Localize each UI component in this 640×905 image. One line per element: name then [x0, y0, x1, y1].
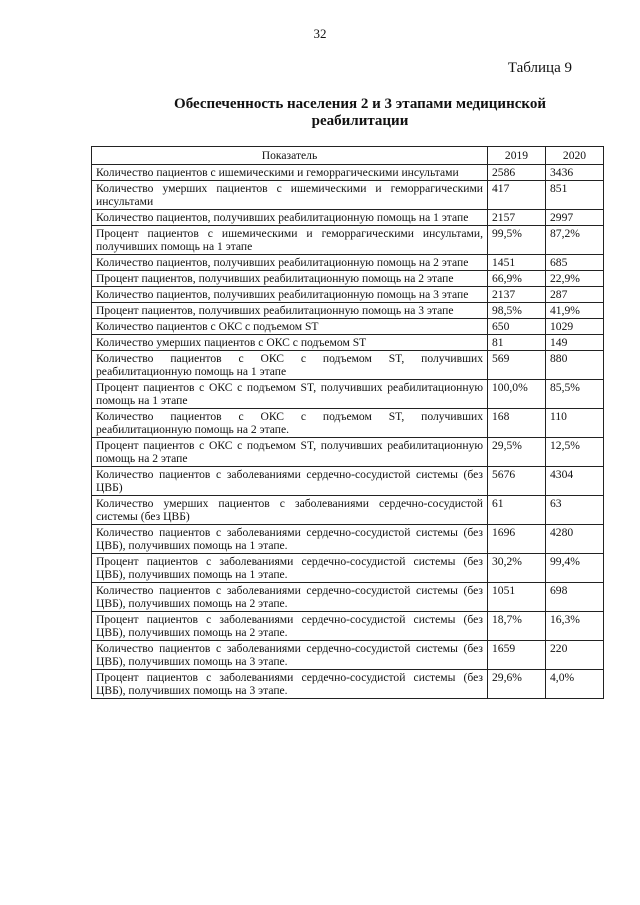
- row-value-2019: 417: [488, 181, 546, 210]
- table-row: [92, 409, 604, 438]
- table-row: [92, 210, 604, 226]
- row-label: Процент пациентов с заболеваниями сердечно-сосудистой системы (без ЦВБ), получивших помощь на 3 этапе.: [92, 670, 488, 699]
- row-value-2020: 16,3%: [546, 612, 604, 641]
- row-value-2019: 1051: [488, 583, 546, 612]
- row-value-2020: 85,5%: [546, 380, 604, 409]
- table-row: [92, 319, 604, 335]
- title-line-1: Обеспеченность населения 2 и 3 этапами медицинской: [174, 96, 546, 112]
- row-value-2020: 4280: [546, 525, 604, 554]
- row-value-2019: 1659: [488, 641, 546, 670]
- row-value-2019: 2586: [488, 165, 546, 181]
- table-row: [92, 612, 604, 641]
- table-header-row: [92, 147, 604, 165]
- table-row: [92, 380, 604, 409]
- row-value-2019: 5676: [488, 467, 546, 496]
- row-value-2020: 880: [546, 351, 604, 380]
- row-value-2020: 149: [546, 335, 604, 351]
- table-row: [92, 670, 604, 699]
- row-value-2019: 98,5%: [488, 303, 546, 319]
- table-row: [92, 438, 604, 467]
- table-row: [92, 287, 604, 303]
- table-row: [92, 641, 604, 670]
- table-row: [92, 467, 604, 496]
- table-label: Таблица 9: [507, 60, 572, 76]
- row-label: Количество умерших пациентов с заболеваниями сердечно-сосудистой системы (без ЦВБ): [92, 496, 488, 525]
- row-value-2019: 650: [488, 319, 546, 335]
- row-label: Количество пациентов, получивших реабилитационную помощь на 3 этапе: [92, 287, 488, 303]
- row-value-2020: 22,9%: [546, 271, 604, 287]
- row-label: Количество пациентов с заболеваниями сердечно-сосудистой системы (без ЦВБ), получивших помощь на 2 этапе.: [92, 583, 488, 612]
- row-value-2020: 3436: [546, 165, 604, 181]
- row-value-2020: 1029: [546, 319, 604, 335]
- table-row: [92, 226, 604, 255]
- table-row: [92, 303, 604, 319]
- row-label: Процент пациентов с ишемическими и геморрагическими инсультами, получивших помощь на 1 этапе: [92, 226, 488, 255]
- row-value-2019: 2137: [488, 287, 546, 303]
- row-value-2020: 110: [546, 409, 604, 438]
- indicators-table: [91, 146, 604, 699]
- title-line-2: реабилитации: [311, 113, 409, 129]
- row-value-2020: 41,9%: [546, 303, 604, 319]
- row-value-2019: 66,9%: [488, 271, 546, 287]
- row-label: Количество умерших пациентов с ОКС с подъемом ST: [92, 335, 488, 351]
- row-label: Процент пациентов с заболеваниями сердечно-сосудистой системы (без ЦВБ), получивших помощь на 1 этапе.: [92, 554, 488, 583]
- table-row: [92, 271, 604, 287]
- row-value-2019: 29,6%: [488, 670, 546, 699]
- row-value-2020: 287: [546, 287, 604, 303]
- header-year-2020: 2020: [546, 147, 604, 165]
- row-label: Процент пациентов, получивших реабилитационную помощь на 2 этапе: [92, 271, 488, 287]
- row-label: Количество пациентов с ишемическими и геморрагическими инсультами: [92, 165, 488, 181]
- table-row: [92, 583, 604, 612]
- row-value-2020: 220: [546, 641, 604, 670]
- row-label: Количество пациентов, получивших реабилитационную помощь на 2 этапе: [92, 255, 488, 271]
- row-label: Количество пациентов с ОКС с подъемом ST: [92, 319, 488, 335]
- row-value-2020: 4,0%: [546, 670, 604, 699]
- table-row: [92, 181, 604, 210]
- row-label: Количество пациентов, получивших реабилитационную помощь на 1 этапе: [92, 210, 488, 226]
- row-value-2019: 30,2%: [488, 554, 546, 583]
- row-label: Количество пациентов с заболеваниями сердечно-сосудистой системы (без ЦВБ), получивших помощь на 3 этапе.: [92, 641, 488, 670]
- row-label: Количество пациентов с ОКС с подъемом ST, получивших реабилитационную помощь на 1 этапе: [92, 351, 488, 380]
- row-value-2019: 168: [488, 409, 546, 438]
- page-title: [120, 96, 600, 130]
- row-value-2020: 12,5%: [546, 438, 604, 467]
- row-value-2020: 685: [546, 255, 604, 271]
- row-value-2019: 1696: [488, 525, 546, 554]
- table-row: [92, 255, 604, 271]
- table-row: [92, 554, 604, 583]
- row-value-2019: 569: [488, 351, 546, 380]
- table-row: [92, 165, 604, 181]
- row-value-2019: 1451: [488, 255, 546, 271]
- row-value-2019: 29,5%: [488, 438, 546, 467]
- row-label: Количество пациентов с заболеваниями сердечно-сосудистой системы (без ЦВБ): [92, 467, 488, 496]
- table-row: [92, 496, 604, 525]
- row-value-2020: 2997: [546, 210, 604, 226]
- row-value-2020: 87,2%: [546, 226, 604, 255]
- row-value-2020: 4304: [546, 467, 604, 496]
- header-year-2019: 2019: [488, 147, 546, 165]
- row-value-2020: 63: [546, 496, 604, 525]
- table-row: [92, 335, 604, 351]
- row-value-2019: 81: [488, 335, 546, 351]
- row-label: Процент пациентов с заболеваниями сердечно-сосудистой системы (без ЦВБ), получивших помощь на 2 этапе.: [92, 612, 488, 641]
- row-label: Процент пациентов с ОКС с подъемом ST, получивших реабилитационную помощь на 1 этапе: [92, 380, 488, 409]
- row-label: Количество умерших пациентов с ишемическими и геморрагическими инсультами: [92, 181, 488, 210]
- row-value-2019: 99,5%: [488, 226, 546, 255]
- row-label: Количество пациентов с заболеваниями сердечно-сосудистой системы (без ЦВБ), получивших помощь на 1 этапе.: [92, 525, 488, 554]
- row-label: Процент пациентов с ОКС с подъемом ST, получивших реабилитационную помощь на 2 этапе: [92, 438, 488, 467]
- row-label: Количество пациентов с ОКС с подъемом ST, получивших реабилитационную помощь на 2 этапе.: [92, 409, 488, 438]
- row-value-2019: 2157: [488, 210, 546, 226]
- row-value-2019: 61: [488, 496, 546, 525]
- table-row: [92, 351, 604, 380]
- row-value-2019: 100,0%: [488, 380, 546, 409]
- row-value-2020: 851: [546, 181, 604, 210]
- row-value-2020: 698: [546, 583, 604, 612]
- header-indicator: Показатель: [92, 147, 488, 165]
- row-value-2020: 99,4%: [546, 554, 604, 583]
- table-row: [92, 525, 604, 554]
- row-label: Процент пациентов, получивших реабилитационную помощь на 3 этапе: [92, 303, 488, 319]
- row-value-2019: 18,7%: [488, 612, 546, 641]
- page-number: 32: [313, 26, 327, 41]
